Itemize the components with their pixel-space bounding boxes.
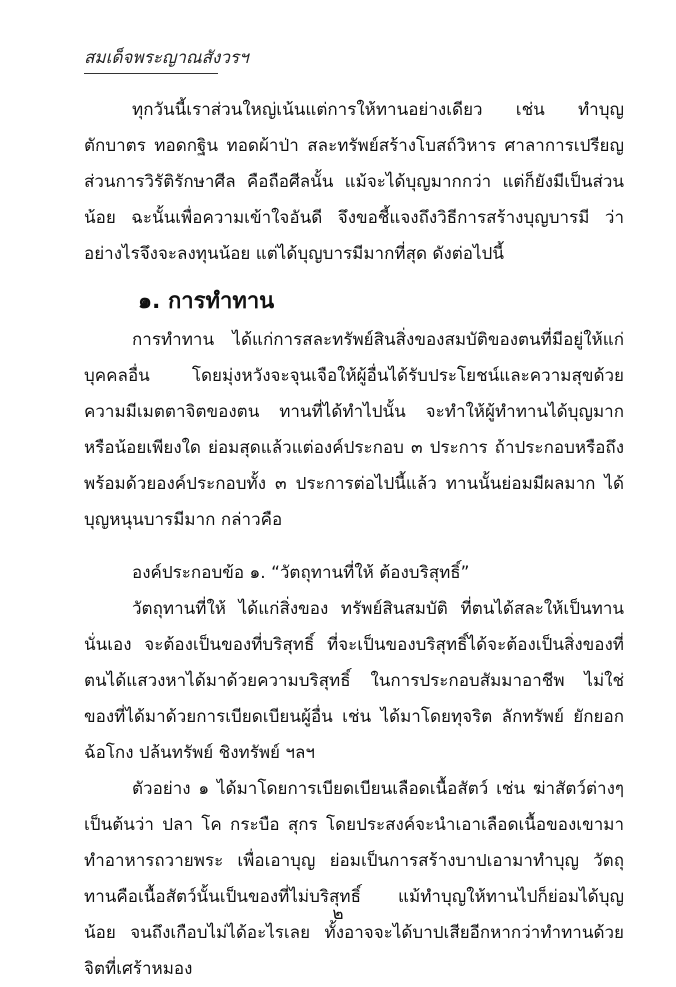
page-number: ๒ — [332, 904, 344, 924]
section-heading: ๑. การทำทาน — [138, 289, 275, 314]
section-paragraph: การทำทาน ได้แก่การสละทรัพย์สินสิ่งของสมบัติของตนที่มีอยู่ให้แก่บุคคลอื่น โดยมุ่งหวังจะจุนเจือให้ผู้อื่นได้รับประโยชน์และความสุขด้วยความมีเมตตาจิตของตน ทานที่ได้ทำไปนั้น จะทำให้ผู้ทำทานได้บุญมากหรือน้อยเพียงใด ย่อมสุดแล้วแต่องค์ประกอบ ๓ ประการ ถ้าประกอบหรือถึงพร้อมด้วยองค์ประกอบทั้ง ๓ ประการต่อไปนี้แล้ว ทานนั้นย่อมมีผลมาก ได้บุญหนุนบารมีมาก กล่าวคือ — [84, 330, 624, 530]
component-paragraph-1: วัตถุทานที่ให้ ได้แก่สิ่งของ ทรัพย์สินสมบัติ ที่ตนได้สละให้เป็นทานนั่นเอง จะต้องเป็นของที่บริสุทธิ์ ที่จะเป็นของบริสุทธิ์ได้จะต้องเป็นสิ่งของที่ตนได้แสวงหาได้มาด้วยความบริสุทธิ์ ในการประกอบสัมมาอาชีพ ไม่ใช่ของที่ได้มาด้วยการเบียดเบียนผู้อื่น เช่น ได้มาโดยทุจริต ลักทรัพย์ ยักยอก ฉ้อโกง ปล้นทรัพย์ ชิงทรัพย์ ฯลฯ — [84, 599, 624, 763]
component-title: องค์ประกอบข้อ ๑. “วัตถุทานที่ให้ ต้องบริสุทธิ์” — [132, 563, 470, 583]
intro-paragraph: ทุกวันนี้เราส่วนใหญ่เน้นแต่การให้ทานอย่างเดียว เช่น ทำบุญตักบาตร ทอดกฐิน ทอดผ้าป่า สละทรัพย์สร้างโบสถ์วิหาร ศาลาการเปรียญ ส่วนการวิรัติรักษาศีล คือถือศีลนั้น แม้จะได้บุญมากกว่า แต่ก็ยังมีเป็นส่วนน้อย ฉะนั้นเพื่อความเข้าใจอันดี จึงขอชี้แจงถึงวิธีการสร้างบุญบารมี ว่าอย่างไรจึงจะลงทุนน้อย แต่ได้บุญบารมีมากที่สุด ดังต่อไปนี้ — [84, 100, 624, 264]
header-rule — [84, 73, 218, 74]
component-paragraph-2: ตัวอย่าง ๑ ได้มาโดยการเบียดเบียนเลือดเนื้อสัตว์ เช่น ฆ่าสัตว์ต่างๆ เป็นต้นว่า ปลา โค กระบือ สุกร โดยประสงค์จะนำเอาเลือดเนื้อของเขามาทำอาหารถวายพระ เพื่อเอาบุญ ย่อมเป็นการสร้างบาปเอามาทำบุญ วัตถุทานคือเนื้อสัตว์นั้นเป็นของที่ไม่บริสุทธิ์ แม้ทำบุญให้ทานไปก็ย่อมได้บุญน้อย จนถึงเกือบไม่ได้อะไรเลย ทั้งอาจจะได้บาปเสียอีกหากว่าทำทานด้วยจิตที่เศร้าหมอง — [84, 779, 624, 979]
paragraph-gap — [84, 538, 624, 555]
running-header: สมเด็จพระญาณสังวรฯ — [84, 48, 249, 68]
page-body — [84, 92, 624, 987]
